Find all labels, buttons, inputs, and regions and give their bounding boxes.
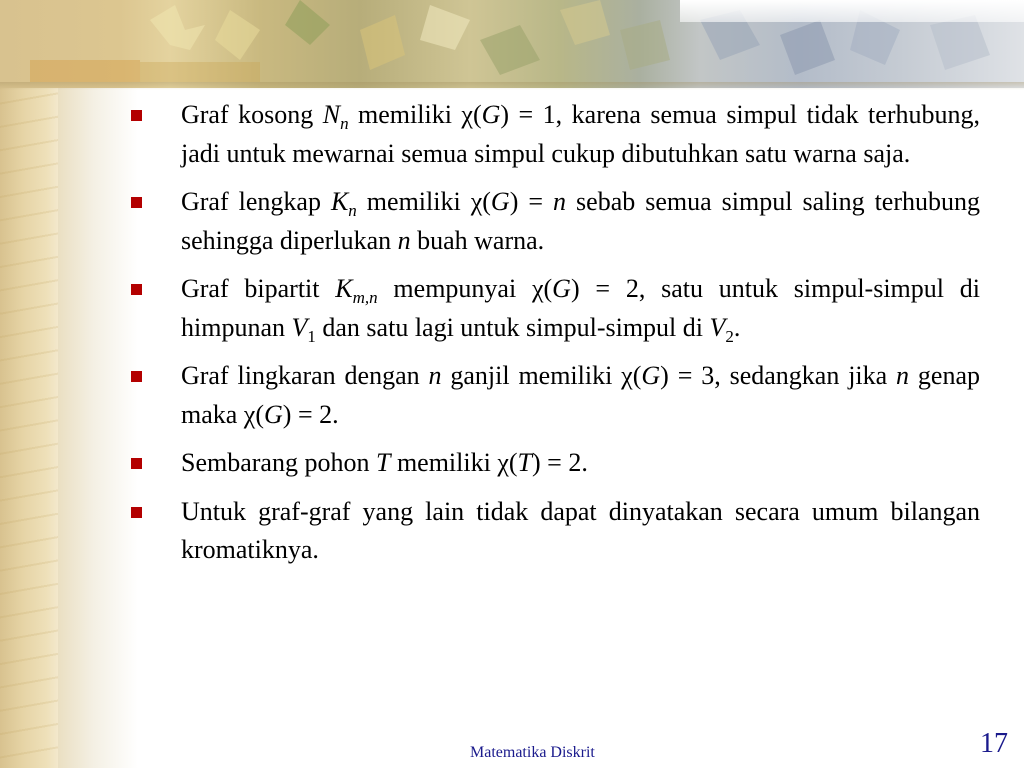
slide-content <box>128 96 980 580</box>
top-decorative-banner <box>0 0 1024 88</box>
bullet-square-icon <box>131 371 142 382</box>
bullet-item-bipartite-graph <box>128 270 980 347</box>
bullet-text: Graf lengkap $K_n$ memiliki χ(G) = n sebab semua simpul saling terhubung sehingga diperlukan n buah warna. <box>181 187 981 255</box>
bullet-square-icon <box>131 110 142 121</box>
page-number: 17 <box>980 728 1008 759</box>
bullet-square-icon <box>131 197 142 208</box>
bullet-item-empty-graph <box>128 96 980 173</box>
bullet-item-tree <box>128 444 980 483</box>
bullet-text: Sembarang pohon T memiliki χ(T) = 2. <box>181 448 588 477</box>
bullet-item-other-graphs <box>128 493 980 570</box>
footer-title: Matematika Diskrit <box>470 744 595 761</box>
bullet-item-complete-graph <box>128 183 980 260</box>
left-gradient-fade <box>58 0 138 768</box>
left-decorative-strip <box>0 0 58 768</box>
bullet-text: Graf lingkaran dengan n ganjil memiliki χ(G) = 3, sedangkan jika n genap maka χ(G) = 2. <box>181 361 980 429</box>
bullet-square-icon <box>131 507 142 518</box>
bullet-text: Graf kosong $N_n$ memiliki χ(G) = 1, karena semua simpul tidak terhubung, jadi untuk mewarnai semua simpul cukup dibutuhkan satu warna saja. <box>181 100 980 168</box>
bullet-text: Graf bipartit $K_{m,n}$ mempunyai χ(G) = 2, satu untuk simpul-simpul di himpunan $V_1$ dan satu lagi untuk simpul-simpul di $V_2$. <box>181 274 980 346</box>
bullet-square-icon <box>131 458 142 469</box>
bullet-text: Untuk graf-graf yang lain tidak dapat dinyatakan secara umum bilangan kromatiknya. <box>181 496 980 564</box>
banner-highlight <box>680 0 1024 22</box>
bullet-item-cycle-graph <box>128 357 980 434</box>
bullet-square-icon <box>131 284 142 295</box>
bullet-list <box>128 96 980 570</box>
banner-shadow <box>0 82 1024 90</box>
